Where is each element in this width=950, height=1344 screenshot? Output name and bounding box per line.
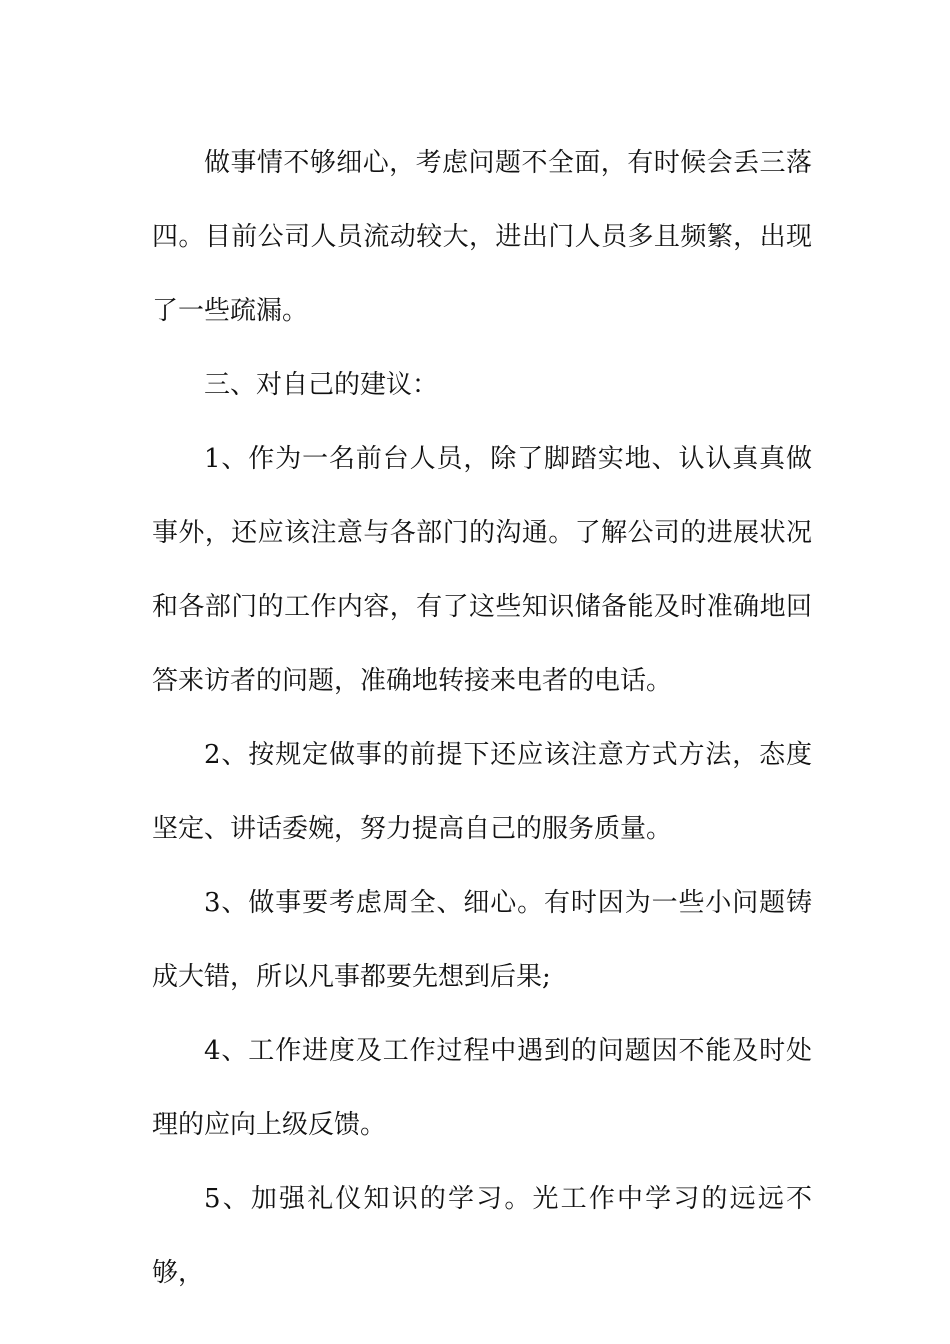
paragraph-suggestion-4: 4、工作进度及工作过程中遇到的问题因不能及时处理的应向上级反馈。 xyxy=(152,1036,812,1140)
document-body xyxy=(152,126,812,1310)
paragraph-suggestion-3: 3、做事要考虑周全、细心。有时因为一些小问题铸成大错，所以凡事都要先想到后果; xyxy=(152,888,812,992)
paragraph-suggestion-5: 5、加强礼仪知识的学习。光工作中学习的远远不够， xyxy=(152,1184,812,1288)
paragraph-suggestion-2: 2、按规定做事的前提下还应该注意方式方法，态度坚定、讲话委婉，努力提高自己的服务质量。 xyxy=(152,740,812,844)
paragraph-suggestion-1: 1、作为一名前台人员，除了脚踏实地、认认真真做事外，还应该注意与各部门的沟通。了解公司的进展状况和各部门的工作内容，有了这些知识储备能及时准确地回答来访者的问题，准确地转接来电者的电话。 xyxy=(152,444,812,696)
section-heading-suggestions: 三、对自己的建议： xyxy=(204,370,439,400)
paragraph-carelessness: 做事情不够细心，考虑问题不全面，有时候会丢三落四。目前公司人员流动较大，进出门人员多且频繁，出现了一些疏漏。 xyxy=(152,148,812,326)
